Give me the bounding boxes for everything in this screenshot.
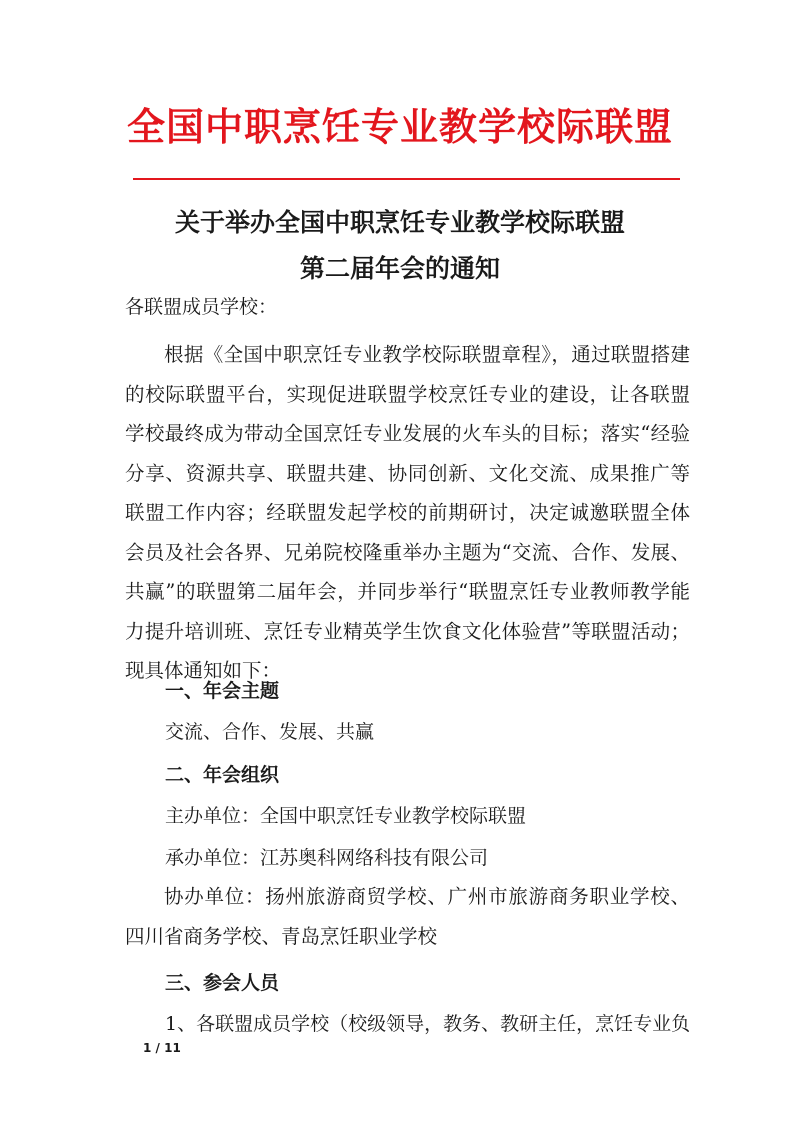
intro-paragraph: 根据《全国中职烹饪专业教学校际联盟章程》，通过联盟搭建的校际联盟平台，实现促进联盟学校烹饪专业的建设，让各联盟学校最终成为带动全国烹饪专业发展的火车头的目标；落实“经验分享、资源共享、联盟共建、协同创新、文化交流、成果推广等联盟工作内容；经联盟发起学校的前期研讨，决定诚邀联盟全体会员及社会各界、兄弟院校隆重举办主题为“交流、合作、发展、共赢”的联盟第二届年会，并同步举行“联盟烹饪专业教师教学能力提升培训班、烹饪专业精英学生饮食文化体验营”等联盟活动；现具体通知如下： xyxy=(125,343,690,682)
section2-heading: 二、年会组织 xyxy=(165,764,280,786)
letterhead-title: 全国中职烹饪专业教学校际联盟 xyxy=(126,105,673,149)
document-title-line1: 关于举办全国中职烹饪专业教学校际联盟 xyxy=(174,208,625,237)
section3-item1: 1、各联盟成员学校（校级领导，教务、教研主任，烹饪专业负 xyxy=(165,1013,691,1035)
letterhead-divider xyxy=(133,178,680,180)
document-title-line2: 第二届年会的通知 xyxy=(299,254,500,283)
section1-content: 交流、合作、发展、共赢 xyxy=(165,721,375,743)
organizer-unit: 承办单位：江苏奥科网络科技有限公司 xyxy=(165,847,489,869)
section1-heading: 一、年会主题 xyxy=(165,680,280,702)
host-unit: 主办单位：全国中职烹饪专业教学校际联盟 xyxy=(165,805,527,827)
salutation: 各联盟成员学校： xyxy=(125,296,278,318)
page-number: 1 / 11 xyxy=(143,1041,181,1055)
co-organizer-unit: 协办单位：扬州旅游商贸学校、广州市旅游商务职业学校、四川省商务学校、青岛烹饪职业学校 xyxy=(125,885,690,948)
section3-heading: 三、参会人员 xyxy=(165,972,280,994)
